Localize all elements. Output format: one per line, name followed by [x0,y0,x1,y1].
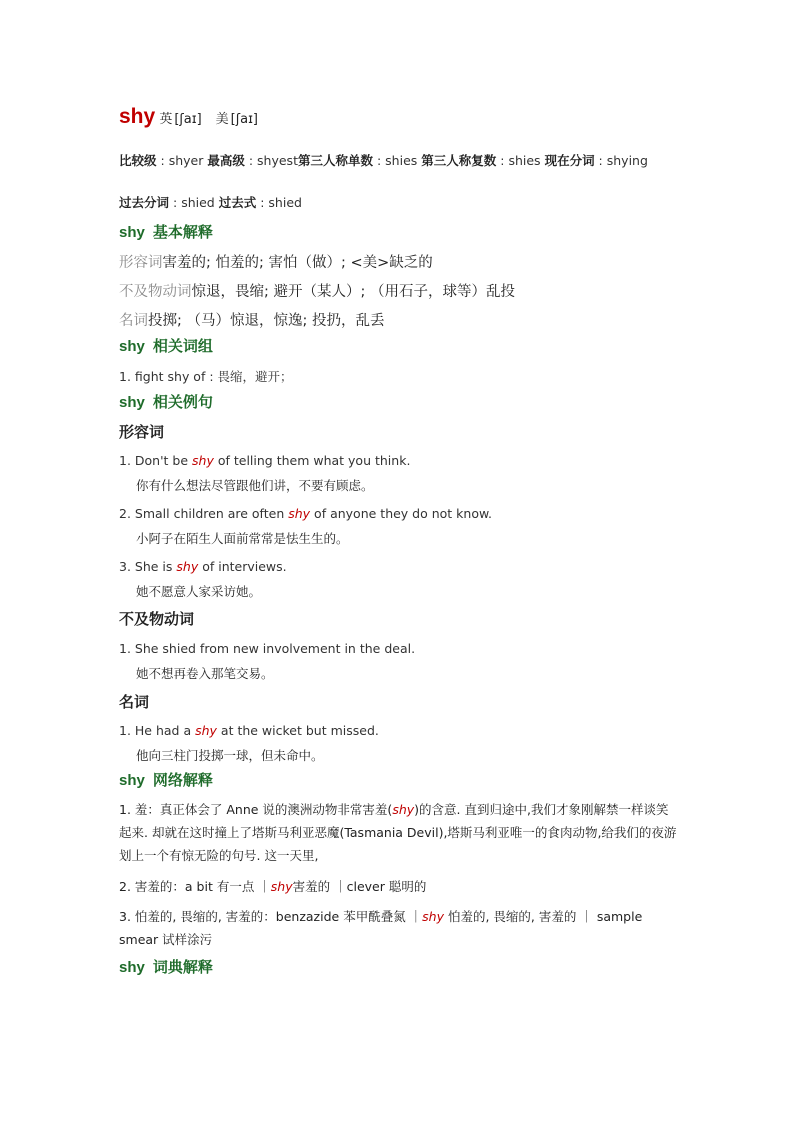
web-def-1: 1. 羞：真正体会了 Anne 说的澳洲动物非常害羞(shy)的含意. 直到归途中,我们才象刚解禁一样谈笑起来. 却就在这时撞上了塔斯马利亚恶魔(Tasmania Devil),塔斯马利亚唯一的食肉动物,给我们的夜游划上一个有惊无险的句号. 这一天里, [119,802,677,863]
example-1-zh: 你有什么想法尽管跟他们讲，不要有顾虑。 [136,478,374,493]
headword: shy [119,105,156,128]
group-vi: 不及物动词 [119,610,195,628]
example-5-zh: 他向三柱门投掷一球，但未命中。 [136,748,324,763]
section-web: shy 网络解释 [119,771,213,789]
uk-label: 英 [159,112,173,127]
example-1: 1. Don't be shy of telling them what you think. [119,453,411,468]
section-examples: shy 相关例句 [119,393,213,411]
us-phonetic: [ʃaɪ] [230,112,258,127]
headword-line [119,105,258,129]
example-3-zh: 她不愿意人家采访她。 [136,584,262,599]
group-n: 名词 [119,693,150,711]
word-forms-line-2: 过去分词 : shied 过去式 : shied [119,195,302,210]
group-adj: 形容词 [119,423,165,441]
example-2-zh: 小阿子在陌生人面前常常是怯生生的。 [136,531,349,546]
uk-phonetic: [ʃaɪ] [174,112,202,127]
example-5: 1. He had a shy at the wicket but missed. [119,723,379,738]
basic-def-vi: 不及物动词惊退，畏缩; 避开（某人）; （用石子，球等）乱投 [119,284,515,300]
basic-def-adj: 形容词害羞的; 怕羞的; 害怕（做）; <美>缺乏的 [119,255,433,271]
us-label: 美 [215,112,229,127]
web-def-3: 3. 怕羞的, 畏缩的, 害羞的：benzazide 苯甲酰叠氮 ｜shy 怕羞的, 畏缩的, 害羞的 ｜ sample smear 试样涂污 [119,909,643,947]
phrase-item: 1. fight shy of : 畏缩，避开； [119,369,293,384]
section-basic: shy 基本解释 [119,223,213,241]
example-4-zh: 她不想再卷入那笔交易。 [136,666,274,681]
word-forms-line-1: 比较级 : shyer 最高级 : shyest第三人称单数 : shies 第三人称复数 : shies 现在分词 : shying [119,153,648,168]
example-4: 1. She shied from new involvement in the deal. [119,641,416,656]
example-2: 2. Small children are often shy of anyone they do not know. [119,506,493,521]
example-3: 3. She is shy of interviews. [119,559,287,574]
section-phrases: shy 相关词组 [119,337,213,355]
basic-def-n: 名词投掷; （马）惊退，惊逸; 投扔，乱丢 [119,313,385,329]
section-dict: shy 词典解释 [119,958,213,976]
web-def-2: 2. 害羞的：a bit 有一点 ｜shy害羞的 ｜clever 聪明的 [119,879,427,894]
